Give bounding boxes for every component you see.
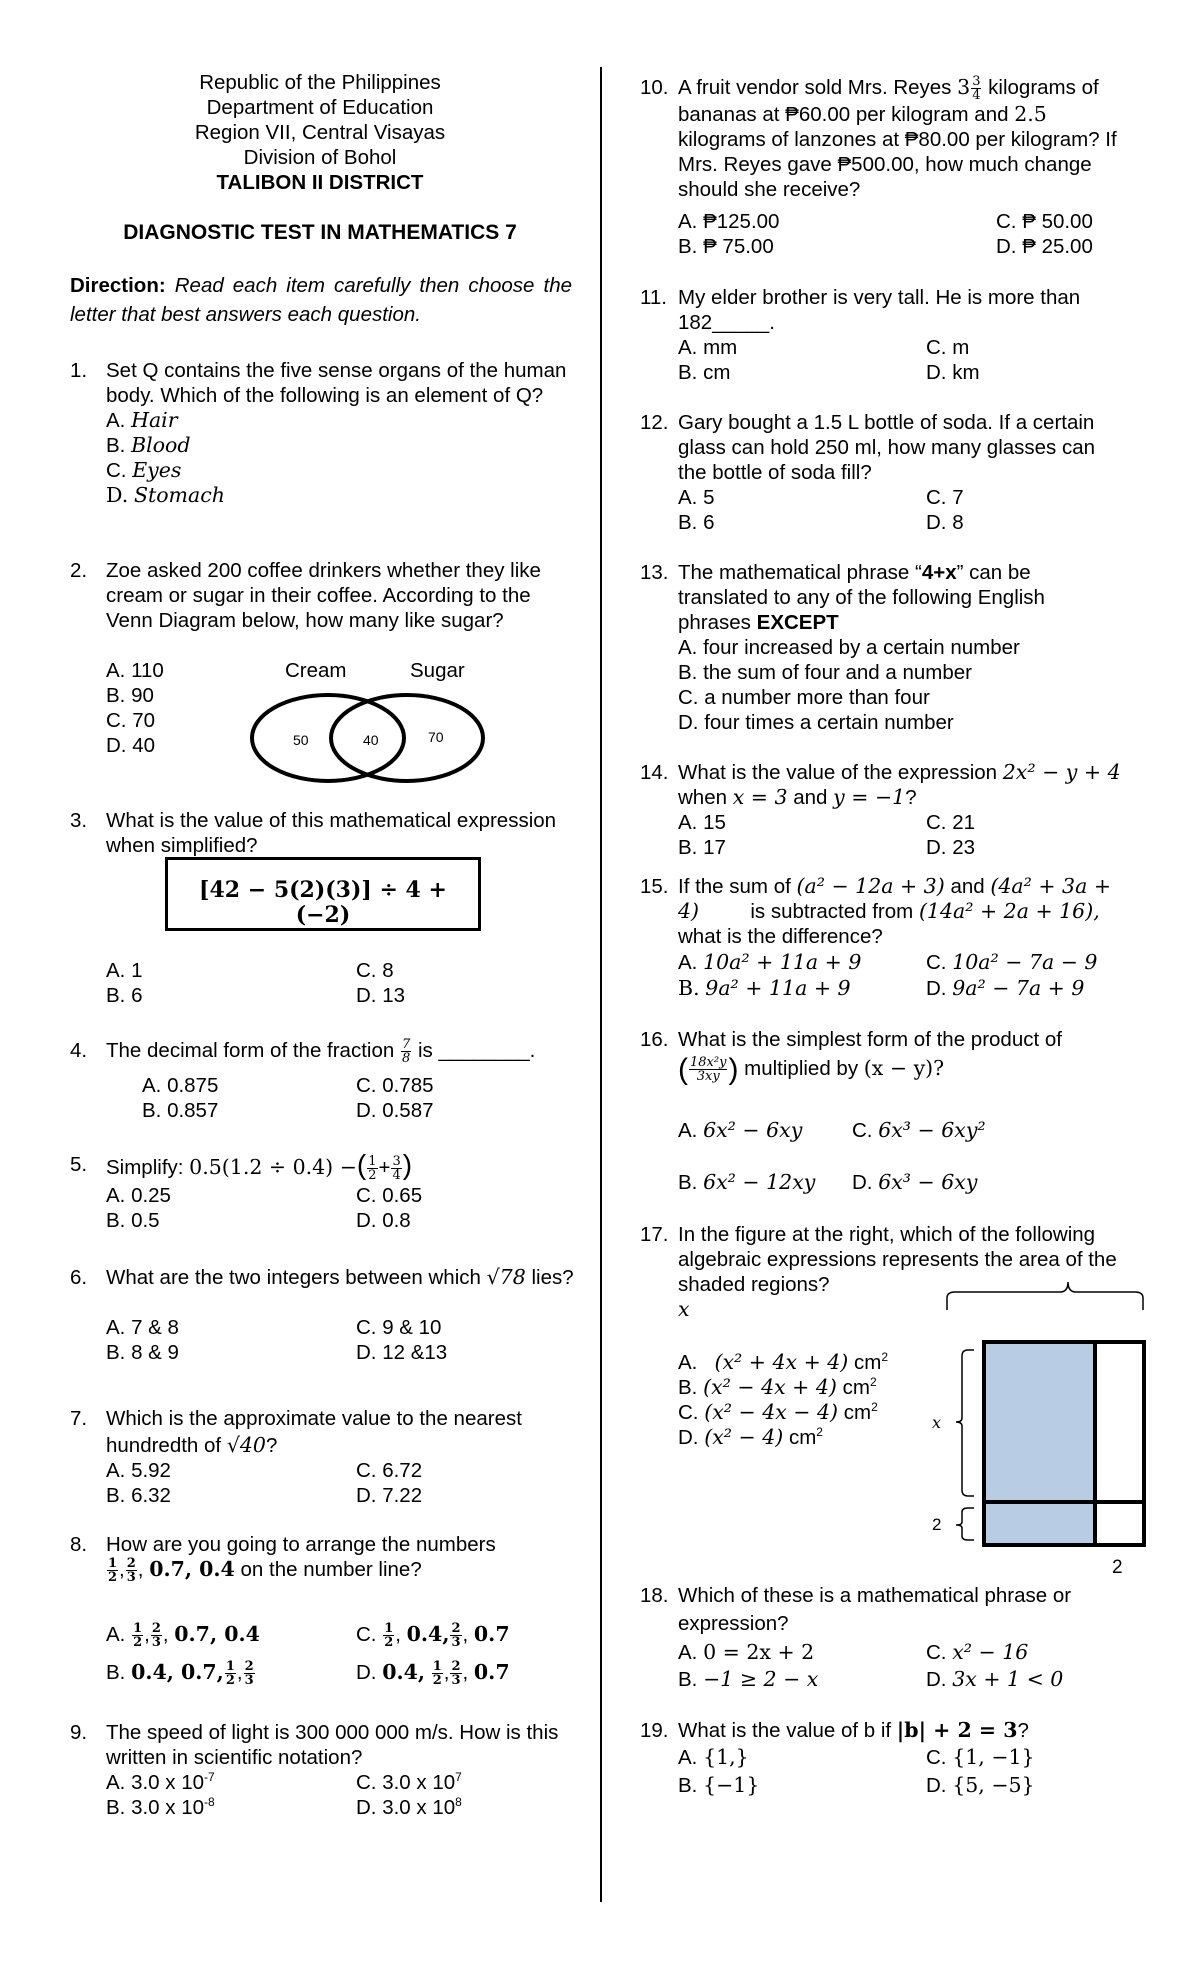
question-8 xyxy=(70,1532,570,1584)
question-16 xyxy=(640,1027,1140,1087)
option-a[interactable]: A. 1 xyxy=(106,959,143,982)
option-b[interactable]: B. 0.4, 0.7, $\frac{1}{2}$ , $\frac{2}{3}$ xyxy=(106,1659,254,1689)
question-7 xyxy=(70,1405,570,1459)
question-number: 13. xyxy=(640,561,669,584)
option-b[interactable]: B. 6x² − 12xy xyxy=(678,1170,816,1194)
question-10 xyxy=(640,75,1140,202)
option-d[interactable]: D. 8 xyxy=(926,511,964,534)
question-text: In the figure at the right, which of the following algebraic expressions represents the area of the shaded regions? xyxy=(678,1223,1117,1296)
direction-text: Read each item carefully then choose the letter that best answers each question. xyxy=(70,274,572,326)
option-c[interactable]: C. 3.0 x $10^7$ xyxy=(356,1770,462,1794)
option-a[interactable]: A. four increased by a certain number xyxy=(678,636,1020,659)
option-d[interactable]: D. 3.0 x $10^8$ xyxy=(356,1795,462,1819)
document-header xyxy=(70,70,570,195)
venn-label-sugar: Sugar xyxy=(410,659,465,682)
option-d[interactable]: D. ₱ 25.00 xyxy=(996,235,1093,258)
question-text: Set Q contains the five sense organs of the human body. Which of the following is an element of Q? xyxy=(106,359,567,407)
option-c[interactable]: C. 70 xyxy=(106,709,155,732)
option-a[interactable]: A. 3.0 x $10^{-7}$ xyxy=(106,1770,215,1794)
question-number: 2. xyxy=(70,559,88,582)
question-number: 1. xyxy=(70,359,88,382)
question-text: Simplify: 0.5(1.2 ÷ 0.4) −( $\frac{1}{2}$ + $\frac{3}{4}$ ) xyxy=(106,1149,413,1184)
option-a[interactable]: A. 15 xyxy=(678,811,726,834)
area-figure xyxy=(930,1270,1150,1570)
question-number: 3. xyxy=(70,809,88,832)
option-d[interactable]: D. four times a certain number xyxy=(678,711,954,734)
question-number: 8. xyxy=(70,1533,88,1556)
question-4 xyxy=(70,1038,590,1065)
question-5 xyxy=(70,1149,590,1184)
question-3 xyxy=(70,808,570,858)
option-d[interactable]: D. Stomach xyxy=(106,483,225,507)
option-c[interactable]: C. 0.785 xyxy=(356,1074,434,1097)
question-number: 19. xyxy=(640,1719,669,1742)
figure-label-2-left: 2 xyxy=(932,1515,942,1534)
option-a[interactable]: A. 5 xyxy=(678,486,715,509)
option-a[interactable]: A. 10a² + 11a + 9 xyxy=(678,950,862,974)
option-a[interactable]: A. 0.25 xyxy=(106,1184,171,1207)
question-number: 16. xyxy=(640,1028,669,1051)
header-district: TALIBON II DISTRICT xyxy=(216,171,424,194)
option-a[interactable]: A. Hair xyxy=(106,408,178,432)
question-text: The decimal form of the fraction $\frac{7}{8}$ is ________. xyxy=(106,1037,536,1067)
venn-value-left: 50 xyxy=(293,732,309,748)
option-a[interactable]: A. mm xyxy=(678,336,738,359)
option-c[interactable]: C. 6x³ − 6xy² xyxy=(852,1118,986,1142)
question-number: 7. xyxy=(70,1407,88,1430)
question-number: 18. xyxy=(640,1584,669,1607)
option-c[interactable]: C. 6.72 xyxy=(356,1459,423,1482)
question-number: 14. xyxy=(640,761,669,784)
option-d[interactable]: D. 23 xyxy=(926,836,975,859)
question-12 xyxy=(640,410,1120,485)
option-b[interactable]: B. 6 xyxy=(678,511,715,534)
expression: [42 − 5(2)(3)] ÷ 4 + (−2) xyxy=(199,877,447,928)
option-a[interactable]: A. {1,} xyxy=(678,1745,749,1769)
option-c[interactable]: C. Eyes xyxy=(106,458,182,482)
page-title: DIAGNOSTIC TEST IN MATHEMATICS 7 xyxy=(123,221,517,244)
option-d[interactable]: D. km xyxy=(926,361,980,384)
option-b[interactable]: B. 9a² + 11a + 9 xyxy=(678,976,851,1000)
option-d[interactable]: D. 12 &13 xyxy=(356,1341,448,1364)
option-c[interactable]: C. x² − 16 xyxy=(926,1640,1029,1664)
question-text: What is the simplest form of the product of ( $\frac{\text{18x²y}}{3xy}$ ) multiplied by (x − y)? xyxy=(678,1028,1062,1087)
expression-box xyxy=(165,857,481,931)
question-number: 10. xyxy=(640,76,669,99)
question-number: 4. xyxy=(70,1039,88,1062)
question-11 xyxy=(640,285,1120,335)
option-a[interactable]: A. 6x² − 6xy xyxy=(678,1118,803,1142)
question-number: 9. xyxy=(70,1721,88,1744)
question-text: The speed of light is 300 000 000 m/s. How is this written in scientific notation? xyxy=(106,1721,559,1769)
option-b[interactable]: B. ₱ 75.00 xyxy=(678,235,774,258)
option-b[interactable]: B. the sum of four and a number xyxy=(678,661,972,684)
option-b[interactable]: B. cm xyxy=(678,361,731,384)
venn-value-right: 70 xyxy=(428,729,444,745)
figure-label-x: x xyxy=(932,1413,942,1432)
option-d[interactable]: D. 7.22 xyxy=(356,1484,423,1507)
shaded-region-small xyxy=(984,1502,1095,1545)
question-text: What is the value of this mathematical expression when simplified? xyxy=(106,809,557,857)
option-c[interactable]: C. $\frac{1}{2}$ , 0.4, $\frac{2}{3}$ , 0.7 xyxy=(356,1621,510,1651)
question-number: 6. xyxy=(70,1266,88,1289)
option-b[interactable]: B. 3.0 x $10^{-8}$ xyxy=(106,1795,215,1819)
option-a[interactable]: A. (x² + 4x + 4) $cm^2$ xyxy=(678,1350,889,1374)
option-b[interactable]: B. 0.857 xyxy=(142,1099,219,1122)
option-a[interactable]: A. 7 & 8 xyxy=(106,1316,179,1339)
option-c[interactable]: C. 9 & 10 xyxy=(356,1316,442,1339)
column-divider xyxy=(600,67,602,1902)
fraction: $\frac{7}{8}$ xyxy=(401,1037,411,1067)
option-d[interactable]: D. 0.4, $\frac{1}{2}$ , $\frac{2}{3}$ , 0.7 xyxy=(356,1659,510,1689)
header-republic: Republic of the Philippines xyxy=(199,71,441,94)
question-number: 5. xyxy=(70,1153,88,1176)
question-9 xyxy=(70,1720,570,1770)
question-2 xyxy=(70,558,570,633)
question-text: A fruit vendor sold Mrs. Reyes 3 $\frac{3}{4}$ kilograms of bananas at ₱60.00 per kilogram and 2.5 kilograms of lanzones at ₱80.00 per kilogram? If Mrs. Reyes gave ₱500.00, how much change should she receive? xyxy=(678,74,1117,202)
question-number: 12. xyxy=(640,411,669,434)
option-c[interactable]: C. a number more than four xyxy=(678,686,930,709)
option-a[interactable]: A. $\frac{1}{2}$ , $\frac{2}{3}$ , 0.7, 0.4 xyxy=(106,1621,260,1651)
option-b[interactable]: B. {−1} xyxy=(678,1773,760,1797)
option-c[interactable]: C. m xyxy=(926,336,970,359)
shaded-region-large xyxy=(984,1342,1095,1502)
option-b[interactable]: B. (x² − 4x + 4) $cm^2$ xyxy=(678,1375,877,1399)
option-b[interactable]: B. −1 ≥ 2 − x xyxy=(678,1667,819,1691)
question-text: The mathematical phrase “4+x” can be translated to any of the following English phrases EXCEPT xyxy=(678,561,1045,634)
option-c[interactable]: C. 0.65 xyxy=(356,1184,423,1207)
question-text: If the sum of (a² − 12a + 3) and (4a² + 3a + 4) is subtracted from (14a² + 2a + 16), what is the difference? xyxy=(678,874,1112,948)
question-text: How are you going to arrange the numbers $\frac{1}{2}$ , $\frac{2}{3}$ , 0.7, 0.4 on the number line? xyxy=(106,1533,496,1586)
question-number: 17. xyxy=(640,1223,669,1246)
venn-value-middle: 40 xyxy=(363,732,379,748)
top-brace xyxy=(947,1282,1143,1310)
header-region: Region VII, Central Visayas xyxy=(194,121,446,144)
question-text: Which of these is a mathematical phrase or expression? xyxy=(678,1584,1072,1635)
question-text: Gary bought a 1.5 L bottle of soda. If a certain glass can hold 250 ml, how many glasses can the bottle of soda fill? xyxy=(678,411,1096,484)
venn-circle-cream xyxy=(252,695,404,781)
figure-label-2-bottom: 2 xyxy=(1112,1557,1123,1578)
question-6 xyxy=(70,1265,580,1290)
option-b[interactable]: B. Blood xyxy=(106,433,191,457)
option-c[interactable]: C. 10a² − 7a − 9 xyxy=(926,950,1098,974)
header-division: Division of Bohol xyxy=(243,146,397,169)
x-label: x xyxy=(678,1297,690,1321)
option-d[interactable]: D. 3x + 1 < 0 xyxy=(926,1667,1064,1691)
question-text: What is the value of the expression 2x² − y + 4 when x = 3 and y = −1? xyxy=(678,760,1121,809)
option-d[interactable]: D. 9a² − 7a + 9 xyxy=(926,976,1085,1000)
option-b[interactable]: B. 6.32 xyxy=(106,1484,171,1507)
option-a[interactable]: A. 110 xyxy=(106,659,164,682)
question-number: 11. xyxy=(640,286,667,309)
option-c[interactable]: C. {1, −1} xyxy=(926,1745,1035,1769)
option-d[interactable]: D. 13 xyxy=(356,984,405,1007)
question-14 xyxy=(640,760,1140,810)
venn-circle-sugar xyxy=(331,695,483,781)
option-b[interactable]: B. 6 xyxy=(106,984,143,1007)
option-a[interactable]: A. 5.92 xyxy=(106,1459,171,1482)
question-18 xyxy=(640,1582,1120,1638)
question-text: My elder brother is very tall. He is more than 182_____. xyxy=(678,286,1081,334)
option-a[interactable]: A. 0.875 xyxy=(142,1074,219,1097)
question-15 xyxy=(640,874,1140,949)
option-d[interactable]: D. (x² − 4) $cm^2$ xyxy=(678,1425,823,1449)
direction xyxy=(70,271,572,329)
option-d[interactable]: D. {5, −5} xyxy=(926,1773,1035,1797)
option-d[interactable]: D. 0.8 xyxy=(356,1209,411,1232)
option-d[interactable]: D. 0.587 xyxy=(356,1099,434,1122)
option-c[interactable]: C. 21 xyxy=(926,811,975,834)
option-c[interactable]: C. (x² − 4x − 4) $cm^2$ xyxy=(678,1400,878,1424)
question-13 xyxy=(640,560,1120,735)
option-c[interactable]: C. 7 xyxy=(926,486,964,509)
option-a[interactable]: A. ₱125.00 xyxy=(678,210,780,233)
question-text: What are the two integers between which √78 lies? xyxy=(106,1265,574,1289)
left-brace-x xyxy=(956,1350,974,1496)
venn-label-cream: Cream xyxy=(285,659,347,682)
question-number: 15. xyxy=(640,875,669,898)
left-brace-2 xyxy=(956,1508,974,1540)
option-d[interactable]: D. 40 xyxy=(106,734,155,757)
header-department: Department of Education xyxy=(206,96,434,119)
option-b[interactable]: B. 8 & 9 xyxy=(106,1341,179,1364)
option-b[interactable]: B. 17 xyxy=(678,836,726,859)
question-text: Which is the approximate value to the nearest hundredth of √40? xyxy=(106,1407,522,1457)
option-d[interactable]: D. 6x³ − 6xy xyxy=(852,1170,978,1194)
question-19 xyxy=(640,1718,1140,1743)
direction-label: Direction: xyxy=(70,274,166,297)
question-1 xyxy=(70,358,570,508)
question-text: Zoe asked 200 coffee drinkers whether they like cream or sugar in their coffee. According to the Venn Diagram below, how many like sugar? xyxy=(106,559,541,632)
option-b[interactable]: B. 0.5 xyxy=(106,1209,160,1232)
option-c[interactable]: C. 8 xyxy=(356,959,394,982)
question-text: What is the value of b if |b| + 2 = 3? xyxy=(678,1718,1029,1742)
option-b[interactable]: B. 90 xyxy=(106,684,154,707)
option-a[interactable]: A. 0 = 2x + 2 xyxy=(678,1640,815,1664)
option-c[interactable]: C. ₱ 50.00 xyxy=(996,210,1093,233)
